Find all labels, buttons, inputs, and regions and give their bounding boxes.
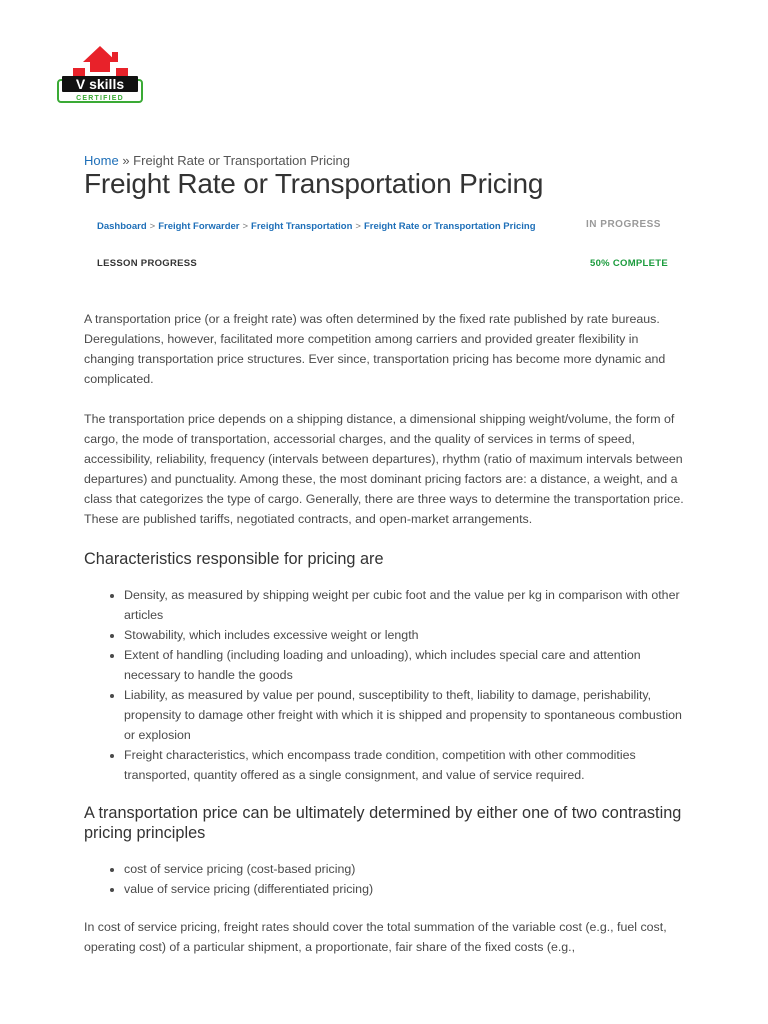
logo-tagline-text: CERTIFIED	[76, 95, 124, 102]
list-item: • value of service pricing (differentiated pricing)	[124, 879, 684, 899]
lesson-breadcrumb-sep: >	[355, 221, 361, 232]
status-badge: IN PROGRESS	[586, 219, 661, 230]
heading-pricing-principles: A transportation price can be ultimately determined by either one of two contrasting pricing principles	[84, 804, 682, 842]
lesson-breadcrumb-sep: >	[149, 221, 156, 232]
vskills-certified-logo[interactable]	[54, 44, 146, 106]
list-item: • Extent of handling (including loading and unloading), which includes special care and attention necessary to handle the goods	[124, 645, 684, 685]
paragraph-3: In cost of service pricing, freight rates should cover the total summation of the variable cost (e.g., fuel cost, operating cost) of a particular shipment, a proportionate, fair share of the fixed costs (e.g.,	[84, 920, 667, 954]
logo-brand-text: V skills	[75, 76, 125, 92]
lesson-breadcrumb-current[interactable]: Freight Rate or Transportation Pricing	[363, 221, 536, 232]
list-item: • Freight characteristics, which encompass trade condition, competition with other commodities transported, quantity offered as a single consignment, and value of service required.	[124, 745, 684, 785]
breadcrumb-separator: »	[122, 153, 130, 168]
page-title: Freight Rate or Transportation Pricing	[84, 168, 544, 199]
lesson-breadcrumb-freight-transportation[interactable]: Freight Transportation	[251, 221, 353, 232]
lesson-body	[84, 309, 684, 977]
breadcrumb-current: Freight Rate or Transportation Pricing	[133, 153, 350, 168]
breadcrumb	[84, 153, 350, 168]
paragraph-2: The transportation price depends on a shipping distance, a dimensional shipping weight/volume, the form of cargo, the mode of transportation, accessorial charges, and the quality of services in terms of speed, accessibility, reliability, frequency (intervals between departures), rhythm (ratio of maximum intervals between departures) and punctuality. Among these, the most dominant pricing factors are: a distance, a weight, and a class that categorizes the type of cargo. Generally, there are three ways to determine the transportation price. These are published tariffs, negotiated contracts, and open-market arrangements.	[84, 412, 684, 526]
lesson-breadcrumb-freight-forwarder[interactable]: Freight Forwarder	[158, 221, 240, 232]
list-item: • Liability, as measured by value per pound, susceptibility to theft, liability to damage, perishability, propensity to damage other freight with which it is shipped and propensity to spontaneous combustion or explosion	[124, 685, 684, 745]
lesson-progress-label: LESSON PROGRESS	[97, 258, 198, 269]
logo-arrow-shape	[83, 46, 117, 72]
lesson-breadcrumb-dashboard[interactable]: Dashboard	[97, 221, 147, 232]
lesson-breadcrumb-sep: >	[242, 221, 249, 232]
lesson-progress-value: 50% COMPLETE	[590, 258, 669, 269]
list-item: • Stowability, which includes excessive weight or length	[124, 625, 684, 645]
list-item: • Density, as measured by shipping weight per cubic foot and the value per kg in comparison with other articles	[124, 585, 684, 625]
heading-characteristics: Characteristics responsible for pricing are	[84, 550, 384, 568]
pricing-principles-list	[84, 859, 684, 899]
list-item: • cost of service pricing (cost-based pricing)	[124, 859, 684, 879]
paragraph-1: A transportation price (or a freight rate) was often determined by the fixed rate published by rate bureaus. Deregulations, however, facilitated more competition among carriers and provided greater flexibility in changing transportation price structures. Ever since, transportation pricing has become more dynamic and complicated.	[84, 312, 666, 386]
characteristics-list	[84, 585, 684, 785]
breadcrumb-home-link[interactable]: Home	[84, 153, 119, 168]
lesson-breadcrumb	[97, 221, 536, 232]
